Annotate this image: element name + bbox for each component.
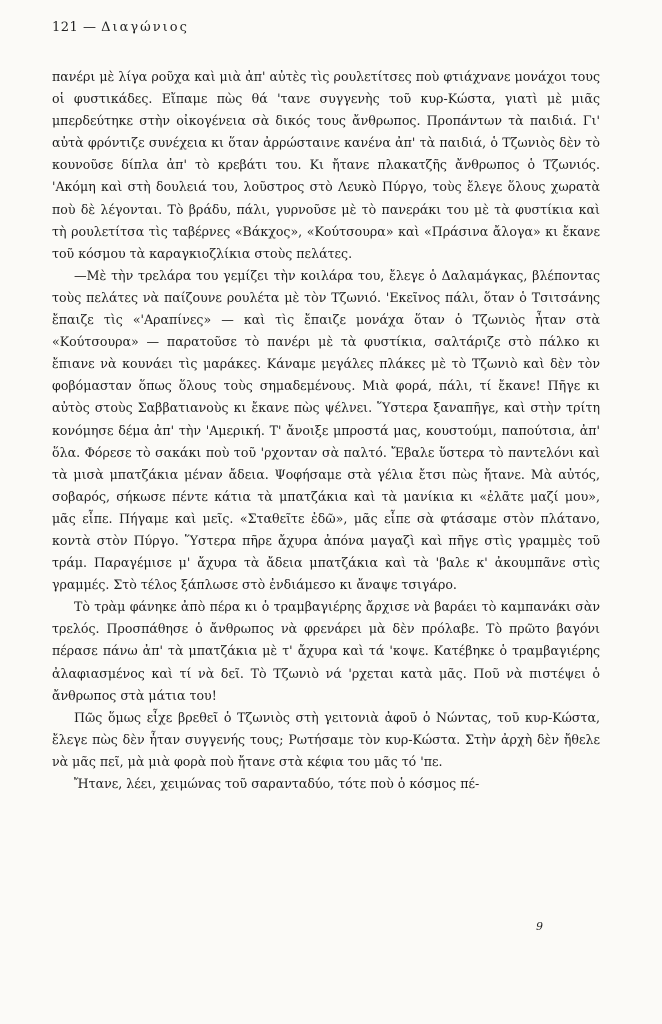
printer-signature-mark: 9 xyxy=(536,920,543,933)
running-title: Διαγώνιος xyxy=(101,20,189,35)
paragraph-3: Τὸ τρὰμ φάνηκε ἀπὸ πέρα κι ὁ τραμβαγιέρης ἄρχισε νὰ βαράει τὸ καμπανάκι σὰν τρελός. Προσπάθησε ὁ ἄνθρωπος νὰ φρενάρει μὰ δὲν πρόλαβε. Τὸ πρῶτο βαγόνι πέρασε πάνω ἀπ' τὰ μπατζάκια μὲ τ' ἄχυρα καὶ τά 'κοψε. Κατέβηκε ὁ τραμβαγιέρης ἀλαφιασμένος καὶ τί νὰ δεῖ. Τὸ Τζωνιὸ νά 'ρχεται κατὰ μᾶς. Ποῦ νὰ πιστέψει ὁ ἄνθρωπος στὰ μάτια του! xyxy=(52,599,600,703)
header-dash: — xyxy=(82,20,97,35)
paragraph-4: Πῶς ὅμως εἶχε βρεθεῖ ὁ Τζωνιὸς στὴ γειτονιὰ ἀφοῦ ὁ Νώντας, τοῦ κυρ-Κώστα, ἔλεγε πὼς δὲν ἦταν συγγενής τους; Ρωτήσαμε τὸν κυρ-Κώστα. Στὴν ἀρχὴ δὲν ἤθελε νὰ μᾶς πεῖ, μὰ μιὰ φορὰ ποὺ ἤτανε στὰ κέφια του μᾶς τό 'πε. xyxy=(52,709,600,769)
running-head xyxy=(52,20,189,35)
body-text xyxy=(52,66,600,795)
paragraph-1: πανέρι μὲ λίγα ροῦχα καὶ μιὰ ἀπ' αὐτὲς τὶς ρουλετίτσες ποὺ φτιάχνανε μονάχοι τους οἱ φυστικάδες. Εἴπαμε πὼς θά 'τανε συγγενὴς τοῦ κυρ-Κώστα, γιατὶ μὲ μιᾶς μπερδεύτηκε στὴν οἰκογένεια σὰ δικός τους ἄνθρωπος. Προπάντων τὰ παιδιά. Γι' αὐτὰ φρόντιζε συνέχεια κι ὅταν ἀρρώσταινε κανένα ἀπ' τὰ παιδιά, ὁ Τζωνιὸς δὲν τὸ κουνοῦσε δίπλα ἀπ' τὸ κρεβάτι του. Κι ἤτανε πλακατζῆς ἄνθρωπος ὁ Τζωνιός. 'Ακόμη καὶ στὴ δουλειά του, λοῦστρος στὸ Λευκὸ Πύργο, τοὺς ἔλεγε ὅλους χωρατὰ ποὺ δὲ λέγονται. Τὸ βράδυ, πάλι, γυρνοῦσε μὲ τὸ πανεράκι του μὲ τὰ φυστίκια καὶ τὴ ρουλετίτσα τὶς ταβέρνες «Βάκχος», «Κούτσουρα» καὶ «Πράσινα ἄλογα» κι ἔκανε τοῦ κόσμου τὰ καραγκιοζλίκια στοὺς πελάτες. xyxy=(52,69,600,261)
page-number: 121 xyxy=(52,20,79,35)
paragraph-2: —Μὲ τὴν τρελάρα του γεμίζει τὴν κοιλάρα του, ἔλεγε ὁ Δαλαμάγκας, βλέποντας τοὺς πελάτες νὰ παίζουνε ρουλέτα μὲ τὸν Τζωνιό. 'Εκεῖνος πάλι, ὅταν ὁ Τσιτσάνης ἔπαιζε τὶς «'Αραπίνες» — καὶ τὶς ἔπαιζε μονάχα ὅταν ὁ Τζωνιὸς ἦταν στὰ «Κούτσουρα» — παρατοῦσε τὸ πανέρι μὲ τὰ φυστίκια, σαλτάριζε στὸ πάλκο κι ἔπιανε νὰ κουνάει τὶς μαράκες. Κάναμε μεγάλες πλάκες μὲ τὸ Τζωνιὸ καὶ δὲν τὸν φοβόμασταν ὅπως ὅλους τοὺς σημαδεμένους. Μιὰ φορά, πάλι, τί ἔκανε! Πῆγε κι αὐτὸς στοὺς Σαββατιανοὺς κι ἔκανε πὼς ψέλνει. Ὕστερα ξαναπῆγε, καὶ στὴν τρίτη κονόμησε δέμα ἀπ' τὴν 'Αμερική. Τ' ἄνοιξε μπροστά μας, κουστούμι, παπούτσια, ἀπ' ὅλα. Φόρεσε τὸ σακάκι ποὺ τοῦ 'ρχονταν σὰ παλτό. Ἔβαλε ὕστερα τὸ παντελόνι καὶ τὰ μισὰ μπατζάκια μέναν ἄδεια. Ψοφήσαμε στὰ γέλια ἔτσι πὼς ἤτανε. Μὰ αὐτός, σοβαρός, σήκωσε πέντε κάτια τὰ μπατζάκια καὶ τὰ μανίκια κι «ἐλᾶτε μαζί μου», μᾶς εἶπε. Πήγαμε καὶ μεῖς. «Σταθεῖτε ἐδῶ», μᾶς εἶπε σὰ φτάσαμε στὸν πλάτανο, κοντὰ στὸν Πύργο. Ὕστερα πῆρε ἄχυρα ἀπόνα μαγαζὶ καὶ πῆγε στὶς γραμμὲς τοῦ τράμ. Παραγέμισε μ' ἄχυρα τὰ ἄδεια μπατζάκια καὶ τὰ 'βαλε κ' ἀκουμπᾶνε στὶς γραμμές. Στὸ τέλος ξάπλωσε στὸ ἐνδιάμεσο κι ἄναψε τσιγάρο. xyxy=(52,267,600,593)
paragraph-5: Ἤτανε, λέει, χειμώνας τοῦ σαρανταδύο, τότε ποὺ ὁ κόσμος πέ- xyxy=(74,776,480,791)
